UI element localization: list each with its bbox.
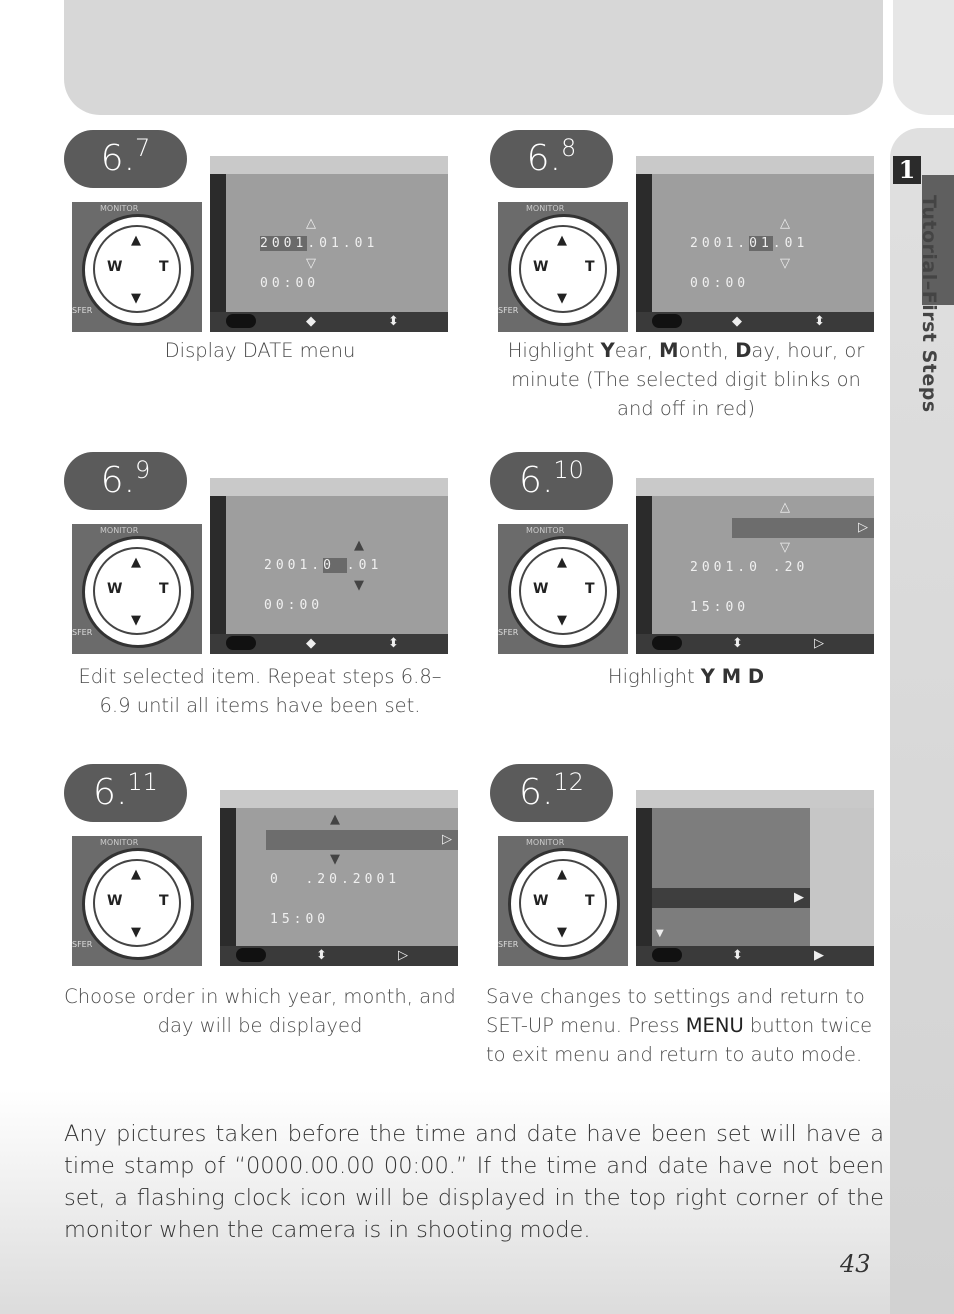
arrow-up-icon: ▲	[557, 867, 567, 882]
step-caption: Highlight Year, Month, Day, hour, or minute (The selected digit blinks on and off in red)	[507, 339, 865, 420]
multi-selector-illustration: MONITOR ▲ W T ▼ SFER	[72, 524, 202, 654]
up-triangle-icon: △	[306, 216, 316, 231]
arrow-up-icon: ▲	[131, 555, 141, 570]
step-badge: 6.$^8$	[490, 130, 613, 188]
scroll-down-icon: ▼	[656, 928, 664, 939]
lcd-screen: ▲ 2001.0 .01 ▼ 00:00 ◆ ⬍	[210, 478, 448, 654]
down-triangle-icon: ▼	[354, 578, 364, 593]
format-selection-bar	[732, 518, 874, 538]
up-down-icon: ⬍	[388, 314, 399, 329]
arrow-down-icon: ▼	[131, 291, 141, 306]
arrow-up-icon: ▲	[131, 867, 141, 882]
right-arrow-icon: ▷	[814, 636, 824, 651]
setup-menu-item-bar	[652, 888, 810, 908]
time-readout: 00:00	[260, 276, 320, 291]
format-selection-bar	[266, 830, 458, 850]
arrow-down-icon: ▼	[131, 613, 141, 628]
multi-selector-illustration: MONITOR ▲ W T ▼ SFER	[498, 836, 628, 966]
up-down-icon: ⬍	[388, 636, 399, 651]
right-arrow-icon: ▷	[398, 948, 408, 963]
multi-selector-illustration: MONITOR ▲ W T ▼ SFER	[72, 836, 202, 966]
multi-selector-illustration: MONITOR ▲ W T ▼ SFER	[498, 202, 628, 332]
arrow-up-icon: ▲	[131, 233, 141, 248]
step-caption: Save changes to settings and return to SET-UP menu. Press MENU button twice to exit menu and return to auto mode.	[486, 985, 873, 1066]
left-right-icon: ◆	[732, 314, 742, 329]
step-badge: 6.$^7$	[64, 130, 187, 188]
arrow-down-icon: ▼	[557, 925, 567, 940]
body-paragraph: Any pictures taken before the time and date have been set will have a time stamp of “0000.00.00 00:00.” If the time and date have not been set, a flashing clock icon will be displayed in the top right corner of the monitor when the camera is in shooting mode.	[64, 1121, 884, 1243]
up-down-icon: ⬍	[814, 314, 825, 329]
time-readout: 00:00	[690, 276, 750, 291]
page-number: 43	[840, 1250, 871, 1278]
arrow-down-icon: ▼	[557, 613, 567, 628]
step-badge: 6.10	[490, 452, 613, 510]
down-triangle-icon: ▽	[780, 256, 790, 271]
time-readout: 00:00	[264, 598, 324, 613]
lcd-screen	[220, 790, 458, 966]
step-caption: Highlight Y M D	[607, 665, 765, 688]
step-badge: 6.12	[490, 764, 613, 822]
header-banner	[64, 0, 883, 115]
multi-selector-illustration: MONITOR ▲ W T ▼ SFER	[72, 202, 202, 332]
up-down-icon: ⬍	[316, 948, 327, 963]
up-triangle-icon: △	[780, 500, 790, 515]
left-right-icon: ◆	[306, 636, 316, 651]
up-down-icon: ⬍	[732, 636, 743, 651]
right-arrow-icon: ▷	[442, 832, 452, 847]
right-arrow-icon: ▶	[794, 890, 804, 905]
multi-selector-illustration: MONITOR ▲ W T ▼ SFER	[498, 524, 628, 654]
right-arrow-icon: ▶	[814, 948, 824, 963]
arrow-down-icon: ▼	[557, 291, 567, 306]
down-triangle-icon: ▼	[330, 852, 340, 867]
step-6-8	[490, 130, 890, 420]
step-caption: Choose order in which year, month, and day will be displayed	[64, 985, 456, 1037]
step-caption: Display DATE menu	[164, 339, 356, 362]
step-6-9	[64, 452, 464, 717]
time-readout: 15:00	[270, 912, 330, 927]
up-down-icon: ⬍	[732, 948, 743, 963]
lcd-screen: △ 2001.01.01 ▽ 00:00 ◆ ⬍	[636, 156, 874, 332]
arrow-up-icon: ▲	[557, 555, 567, 570]
time-readout: 15:00	[690, 600, 750, 615]
arrow-down-icon: ▼	[131, 925, 141, 940]
step-6-12	[486, 764, 890, 1066]
date-readout: 0 .20.2001	[270, 872, 401, 887]
lcd-screen	[636, 478, 874, 654]
arrow-up-icon: ▲	[557, 233, 567, 248]
up-triangle-icon: △	[780, 216, 790, 231]
step-badge: 6.$^9$	[64, 452, 187, 510]
step-6-10	[490, 452, 890, 692]
up-triangle-icon: ▲	[330, 812, 340, 827]
step-caption: Edit selected item. Repeat steps 6.8–6.9 until all items have been set.	[78, 665, 442, 717]
lcd-screen	[636, 790, 874, 966]
header-side-tab	[893, 0, 954, 115]
step-6-7	[64, 130, 464, 370]
chapter-title: Tutorial–First Steps	[918, 195, 940, 413]
step-6-11	[64, 764, 464, 1037]
chapter-number: 1	[893, 156, 921, 184]
left-right-icon: ◆	[306, 314, 316, 329]
step-badge: 6.11	[64, 764, 187, 822]
down-triangle-icon: ▽	[780, 540, 790, 555]
right-arrow-icon: ▷	[858, 520, 868, 535]
lcd-screen: △ 2001.01.01 ▽ 00:00 ◆ ⬍	[210, 156, 448, 332]
date-readout: 2001.0 .20	[690, 560, 809, 575]
down-triangle-icon: ▽	[306, 256, 316, 271]
up-triangle-icon: ▲	[354, 538, 364, 553]
